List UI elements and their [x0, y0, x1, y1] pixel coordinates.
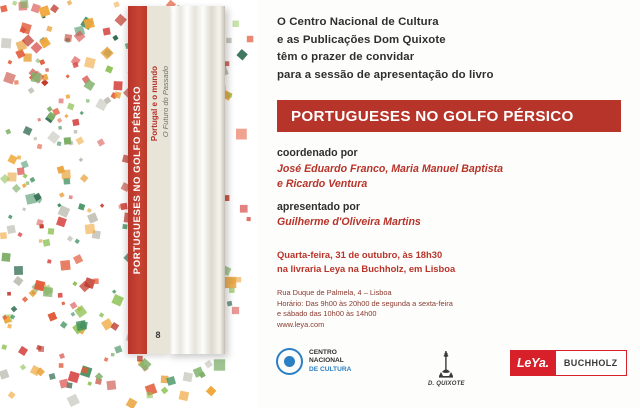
book-spine-red-band [128, 6, 147, 354]
knight-icon [433, 350, 459, 380]
book-spine-title: PORTUGUESES NO GOLFO PÉRSICO [132, 85, 143, 275]
credits-block [277, 146, 629, 231]
book-cover [128, 6, 224, 354]
invitation-text [277, 14, 629, 84]
book-series-sub: O Futuro do Passado [161, 66, 170, 138]
address-details [277, 288, 607, 330]
artwork-panel [0, 0, 258, 408]
event-details [277, 248, 607, 275]
coordinators-line-2: e Ricardo Ventura [277, 178, 368, 190]
address-hours-1: Horário: Das 9h00 às 20h00 de segunda a sexta-feira [277, 298, 453, 308]
book-pages [168, 6, 225, 354]
event-venue: na livraria Leya na Buchholz, em Lisboa [277, 262, 456, 274]
coordinators-line-1: José Eduardo Franco, Maria Manuel Baptista [277, 162, 504, 175]
presenter-name: Guilherme d'Oliveira Martins [277, 216, 421, 228]
credits-spacer [277, 193, 629, 200]
book-spine [128, 6, 170, 354]
book-title: PORTUGUESES NO GOLFO PÉRSICO [291, 107, 574, 125]
content-panel [268, 0, 640, 408]
cnc-line-3: DE CULTURA [309, 365, 352, 373]
book-series-label [149, 6, 170, 354]
cnc-line-1: CENTRO [309, 349, 337, 357]
logo-centro-nacional-de-cultura[interactable] [276, 348, 351, 375]
circle-icon [276, 348, 303, 375]
invitation-line-2: e as Publicações Dom Quixote [277, 33, 446, 46]
leya-label: LeYa. [510, 350, 556, 376]
address-website[interactable]: www.leya.com [277, 319, 325, 329]
invitation-line-3: têm o prazer de convidar [277, 51, 415, 64]
dom-quixote-label: D. QUIXOTE [428, 381, 465, 387]
cnc-line-2: NACIONAL [309, 357, 344, 365]
logo-dom-quixote[interactable] [428, 350, 465, 387]
book-series-main: Portugal e o mundo [150, 66, 159, 142]
logo-leya-buchholz[interactable] [510, 350, 627, 376]
address-street: Rua Duque de Palmela, 4 – Lisboa [277, 288, 392, 297]
invitation-line-1: O Centro Nacional de Cultura [277, 16, 439, 28]
event-date: Quarta-feira, 31 de outubro, às 18h30 [277, 249, 443, 260]
invitation-line-4: para a sessão de apresentação do livro [277, 68, 494, 81]
book-spine-number: 8 [155, 330, 161, 340]
book-title-banner [277, 100, 621, 132]
footer-logos [268, 348, 640, 398]
coordinated-label: coordenado por [277, 147, 358, 159]
buchholz-label: BUCHHOLZ [556, 350, 627, 376]
presented-label: apresentado por [277, 200, 361, 213]
address-hours-2: e sábado das 10h00 às 14h00 [277, 309, 377, 318]
